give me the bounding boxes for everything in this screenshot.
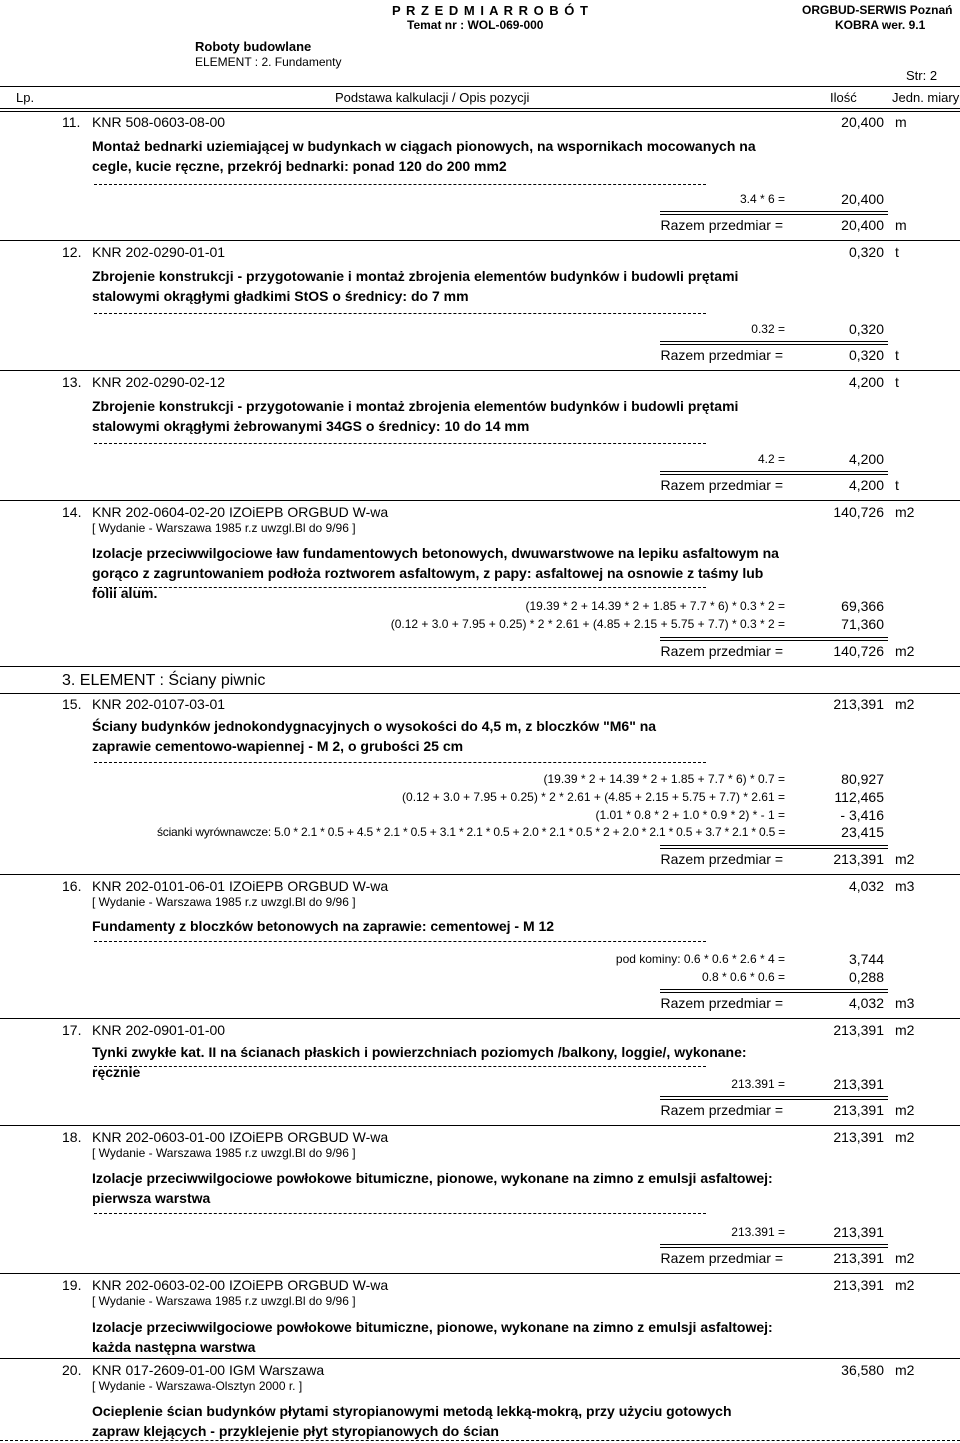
item-code: KNR 508-0603-08-00 bbox=[92, 114, 226, 130]
item-lp: 12. bbox=[62, 244, 82, 260]
item-source: [ Wydanie - Warszawa 1985 r.z uwzgl.Bl do 9/96 ] bbox=[92, 1146, 356, 1160]
item-lp: 14. bbox=[62, 504, 82, 520]
item-separator bbox=[0, 874, 960, 875]
total-label: Razem przedmiar = bbox=[660, 347, 783, 363]
total-label: Razem przedmiar = bbox=[660, 851, 783, 867]
item-qty: 36,580 bbox=[841, 1362, 884, 1378]
calc-expr: 0.8 * 0.6 * 0.6 = bbox=[701, 970, 785, 984]
dash-rule bbox=[94, 587, 706, 588]
item-lp: 15. bbox=[62, 696, 82, 712]
item-source: [ Wydanie - Warszawa-Olsztyn 2000 r. ] bbox=[92, 1379, 303, 1393]
item-description: Montaż bednarki uziemiającej w budynkach w ciągach pionowych, na wspornikach mocowanych na cegle, kucie ręczne, przekrój bednarki: ponad 120 do 200 mm2 bbox=[92, 138, 756, 174]
calc-expr: (0.12 + 3.0 + 7.95 + 0.25) * 2 * 2.61 + (4.85 + 2.15 + 5.75 + 7.7) * 0.3 * 2 = bbox=[390, 617, 785, 631]
item-description: Fundamenty z bloczków betonowych na zaprawie: cementowej - M 12 bbox=[92, 918, 555, 934]
total-unit: t bbox=[895, 477, 899, 493]
calc-expr: pod kominy: 0.6 * 0.6 * 2.6 * 4 = bbox=[615, 952, 785, 966]
item-qty: 213,391 bbox=[833, 1022, 884, 1038]
total-label: Razem przedmiar = bbox=[660, 1250, 783, 1266]
calc-value: 213,391 bbox=[833, 1076, 884, 1092]
item-lp: 20. bbox=[62, 1362, 82, 1378]
calc-expr: 3.4 * 6 = bbox=[739, 192, 785, 206]
dash-rule bbox=[94, 1213, 706, 1214]
total-unit: m2 bbox=[895, 1250, 915, 1266]
col-unit: Jedn. miary bbox=[892, 90, 960, 105]
calc-value: 0,320 bbox=[848, 321, 884, 337]
total-value: 4,200 bbox=[848, 477, 884, 493]
total-rule bbox=[660, 211, 888, 215]
total-unit: m2 bbox=[895, 1102, 915, 1118]
item-lp: 18. bbox=[62, 1129, 82, 1145]
total-value: 140,726 bbox=[833, 643, 884, 659]
header-top-rule bbox=[0, 86, 960, 87]
item-qty: 213,391 bbox=[833, 1277, 884, 1293]
item-unit: m3 bbox=[895, 878, 915, 894]
total-value: 213,391 bbox=[833, 1250, 884, 1266]
item-source: [ Wydanie - Warszawa 1985 r.z uwzgl.Bl do 9/96 ] bbox=[92, 1294, 356, 1308]
col-basis: Podstawa kalkulacji / Opis pozycji bbox=[335, 90, 530, 105]
total-rule bbox=[660, 1096, 888, 1100]
dash-rule bbox=[94, 443, 706, 444]
dash-rule bbox=[94, 1066, 706, 1067]
calc-value: 71,360 bbox=[841, 616, 884, 632]
item-qty: 4,200 bbox=[848, 374, 884, 390]
calc-value: 69,366 bbox=[841, 598, 884, 614]
item-unit: m2 bbox=[895, 1129, 915, 1145]
calc-value: 20,400 bbox=[841, 191, 884, 207]
topic-number: Temat nr : WOL-069-000 bbox=[407, 18, 544, 32]
item-code: KNR 202-0604-02-20 IZOiEPB ORGBUD W-wa bbox=[92, 504, 389, 520]
item-qty: 20,400 bbox=[841, 114, 884, 130]
calc-expr: (1.01 * 0.8 * 2 + 1.0 * 0.9 * 2) * - 1 = bbox=[595, 808, 785, 822]
col-lp: Lp. bbox=[16, 90, 35, 105]
total-value: 213,391 bbox=[833, 851, 884, 867]
total-value: 4,032 bbox=[848, 995, 884, 1011]
total-value: 213,391 bbox=[833, 1102, 884, 1118]
col-qty: Ilość bbox=[830, 90, 857, 105]
item-unit: m2 bbox=[895, 1277, 915, 1293]
calc-expr: 4.2 = bbox=[757, 452, 785, 466]
item-unit: t bbox=[895, 374, 899, 390]
item-qty: 140,726 bbox=[833, 504, 884, 520]
page-bottom-cut bbox=[0, 1440, 960, 1441]
calc-expr: 213.391 = bbox=[731, 1077, 785, 1091]
calc-value: - 3,416 bbox=[840, 807, 884, 823]
item-unit: m2 bbox=[895, 1362, 915, 1378]
item-description: Izolacje przeciwwilgociowe powłokowe bitumiczne, pionowe, wykonane na zimno z emulsji asfaltowej: każda następna warstwa bbox=[92, 1319, 773, 1355]
total-rule bbox=[660, 1244, 888, 1248]
dash-rule bbox=[94, 762, 706, 763]
item-separator bbox=[0, 1125, 960, 1126]
header-bottom-rule bbox=[0, 108, 960, 109]
calc-value: 4,200 bbox=[848, 451, 884, 467]
item-lp: 11. bbox=[62, 114, 81, 130]
item-separator bbox=[0, 370, 960, 371]
total-unit: m bbox=[895, 217, 907, 233]
item-description: Izolacje przeciwwilgociowe ław fundamentowych betonowych, dwuwarstwowe na lepiku asfaltowym na gorąco z zagruntowaniem podłoża roztworem asfaltowym, z papy: asfaltowej na osnowie z taśmy lub folii alum. bbox=[92, 545, 779, 601]
dash-rule bbox=[94, 313, 706, 314]
item-qty: 213,391 bbox=[833, 1129, 884, 1145]
item-unit: m2 bbox=[895, 696, 915, 712]
item-lp: 17. bbox=[62, 1022, 82, 1038]
item-separator bbox=[0, 1273, 960, 1274]
item-description: Tynki zwykłe kat. II na ścianach płaskich i powierzchniach poziomych /balkony, loggie/, wykonane: ręcznie bbox=[92, 1044, 747, 1080]
total-label: Razem przedmiar = bbox=[660, 1102, 783, 1118]
item-separator bbox=[0, 1358, 960, 1359]
company-name: ORGBUD-SERWIS Poznań bbox=[802, 3, 953, 17]
total-value: 0,320 bbox=[848, 347, 884, 363]
dash-rule bbox=[94, 184, 706, 185]
total-unit: t bbox=[895, 347, 899, 363]
item-qty: 0,320 bbox=[848, 244, 884, 260]
total-label: Razem przedmiar = bbox=[660, 643, 783, 659]
section-name: Roboty budowlane bbox=[195, 39, 312, 54]
program-version: KOBRA wer. 9.1 bbox=[835, 18, 926, 32]
total-value: 20,400 bbox=[841, 217, 884, 233]
total-label: Razem przedmiar = bbox=[660, 217, 783, 233]
item-lp: 13. bbox=[62, 374, 82, 390]
element-heading-rule bbox=[0, 693, 960, 694]
calc-value: 0,288 bbox=[848, 969, 884, 985]
item-description: Ocieplenie ścian budynków płytami styropianowymi metodą lekką-mokrą, przy użyciu gotowych zapraw klejących - przyklejenie płyt styropianowych do ścian bbox=[92, 1403, 732, 1439]
dash-rule bbox=[94, 941, 706, 942]
item-unit: m2 bbox=[895, 1022, 915, 1038]
total-rule bbox=[660, 637, 888, 641]
item-code: KNR 202-0290-01-01 bbox=[92, 244, 226, 260]
calc-value: 213,391 bbox=[833, 1224, 884, 1240]
item-code: KNR 202-0101-06-01 IZOiEPB ORGBUD W-wa bbox=[92, 878, 389, 894]
item-unit: m bbox=[895, 114, 907, 130]
total-rule bbox=[660, 471, 888, 475]
total-unit: m3 bbox=[895, 995, 915, 1011]
item-source: [ Wydanie - Warszawa 1985 r.z uwzgl.Bl do 9/96 ] bbox=[92, 521, 356, 535]
item-description: Zbrojenie konstrukcji - przygotowanie i montaż zbrojenia elementów budynków i budowli prętami stalowymi okrągłymi żebrowanymi 34GS o średnicy: 10 do 14 mm bbox=[92, 398, 739, 434]
calc-expr: 0.32 = bbox=[751, 322, 785, 336]
item-code: KNR 202-0603-02-00 IZOiEPB ORGBUD W-wa bbox=[92, 1277, 389, 1293]
document-title: P R Z E D M I A R R O B Ó T bbox=[392, 3, 589, 18]
calc-expr: 213.391 = bbox=[731, 1225, 785, 1239]
total-label: Razem przedmiar = bbox=[660, 477, 783, 493]
item-qty: 213,391 bbox=[833, 696, 884, 712]
item-source: [ Wydanie - Warszawa 1985 r.z uwzgl.Bl do 9/96 ] bbox=[92, 895, 356, 909]
item-code: KNR 202-0107-03-01 bbox=[92, 696, 226, 712]
calc-expr: (19.39 * 2 + 14.39 * 2 + 1.85 + 7.7 * 6) * 0.3 * 2 = bbox=[525, 599, 785, 613]
item-unit: m2 bbox=[895, 504, 915, 520]
item-description: Zbrojenie konstrukcji - przygotowanie i montaż zbrojenia elementów budynków i budowli prętami stalowymi okrągłymi gładkimi StOS o średnicy: do 7 mm bbox=[92, 268, 739, 304]
element-name: ELEMENT : 2. Fundamenty bbox=[195, 55, 342, 69]
total-rule bbox=[660, 845, 888, 849]
item-code: KNR 017-2609-01-00 IGM Warszawa bbox=[92, 1362, 325, 1378]
header-bottom-rule-2 bbox=[0, 111, 960, 112]
calc-value: 112,465 bbox=[834, 789, 884, 805]
total-label: Razem przedmiar = bbox=[660, 995, 783, 1011]
total-unit: m2 bbox=[895, 643, 915, 659]
item-separator bbox=[0, 500, 960, 501]
calc-expr: (19.39 * 2 + 14.39 * 2 + 1.85 + 7.7 * 6) * 0.7 = bbox=[543, 772, 785, 786]
calc-value: 23,415 bbox=[841, 824, 884, 840]
total-rule bbox=[660, 989, 888, 993]
item-lp: 19. bbox=[62, 1277, 82, 1293]
item-separator bbox=[0, 240, 960, 241]
item-code: KNR 202-0290-02-12 bbox=[92, 374, 226, 390]
calc-expr: (0.12 + 3.0 + 7.95 + 0.25) * 2 * 2.61 + (4.85 + 2.15 + 5.75 + 7.7) * 2.61 = bbox=[402, 790, 785, 804]
total-unit: m2 bbox=[895, 851, 915, 867]
calc-expr: ścianki wyrównawcze: 5.0 * 2.1 * 0.5 + 4.5 * 2.1 * 0.5 + 3.1 * 2.1 * 0.5 + 2.0 * 2.1 * 0.5 * 2 + 2.0 * 2.1 * 0.5 + 3.7 * 2.1 * 0.5 = bbox=[156, 825, 785, 839]
element-separator bbox=[0, 666, 960, 667]
item-code: KNR 202-0901-01-00 bbox=[92, 1022, 226, 1038]
element-heading: 3. ELEMENT : Ściany piwnic bbox=[62, 672, 266, 689]
page-number: Str: 2 bbox=[906, 68, 938, 83]
item-unit: t bbox=[895, 244, 899, 260]
calc-value: 80,927 bbox=[841, 771, 884, 787]
item-description: Izolacje przeciwwilgociowe powłokowe bitumiczne, pionowe, wykonane na zimno z emulsji asfaltowej: pierwsza warstwa bbox=[92, 1170, 773, 1206]
item-qty: 4,032 bbox=[848, 878, 884, 894]
item-description: Ściany budynków jednokondygnacyjnych o wysokości do 4,5 m, z bloczków "M6" na zaprawie cementowo-wapiennej - M 2, o grubości 25 cm bbox=[92, 718, 657, 754]
total-rule bbox=[660, 341, 888, 345]
item-lp: 16. bbox=[62, 878, 82, 894]
calc-value: 3,744 bbox=[848, 951, 884, 967]
item-code: KNR 202-0603-01-00 IZOiEPB ORGBUD W-wa bbox=[92, 1129, 389, 1145]
item-separator bbox=[0, 1018, 960, 1019]
